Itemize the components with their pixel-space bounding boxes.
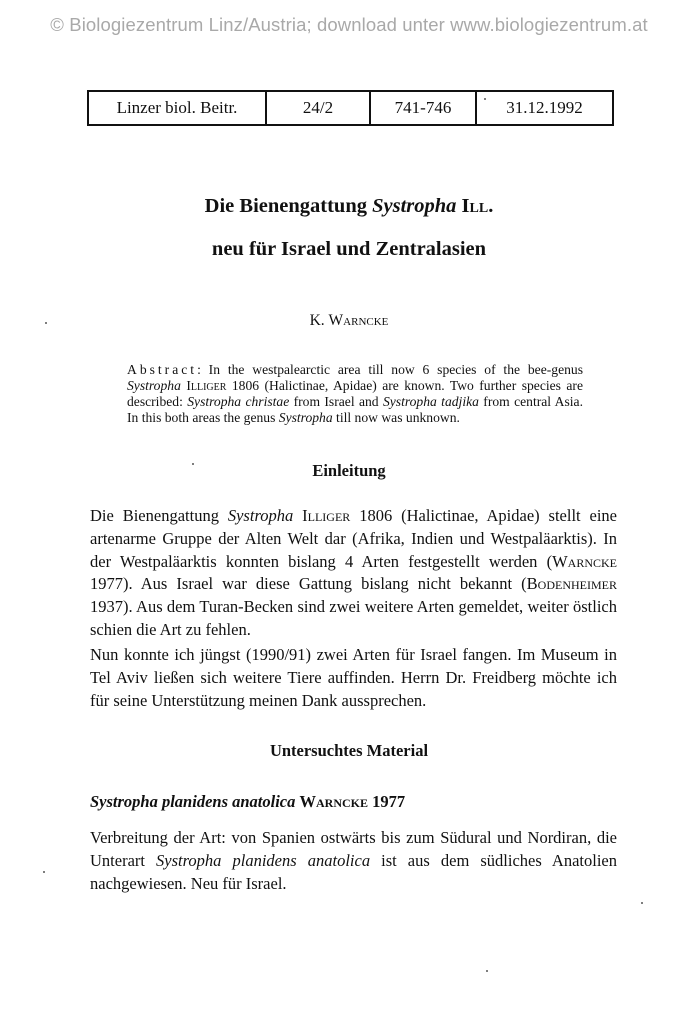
- abstract-text: from central Asia. In this both areas the genus: [127, 394, 583, 425]
- abstract-species-a: Systropha christae: [187, 394, 290, 409]
- scan-speck: [43, 871, 45, 873]
- abstract-text: till now was unknown.: [332, 410, 460, 425]
- title-genus: Systropha: [372, 195, 457, 217]
- species-name: Systropha planidens anatolica: [90, 792, 296, 811]
- section-heading-material: Untersuchtes Material: [269, 741, 429, 760]
- abstract-genus: Systropha: [127, 378, 181, 393]
- paragraph-authority: Illiger: [302, 506, 351, 525]
- scan-speck: [45, 322, 47, 324]
- species-year: 1977: [368, 792, 406, 811]
- scan-speck: [641, 902, 643, 904]
- abstract-genus: Systropha: [278, 410, 333, 425]
- abstract-label: Abstract: [127, 362, 198, 377]
- journal-name: Linzer biol. Beitr.: [89, 92, 267, 124]
- paragraph-space: [293, 506, 302, 525]
- journal-date: 31.12.1992: [506, 98, 583, 117]
- paragraph-introduction-1: [90, 505, 617, 642]
- section-heading-einleitung: Einleitung: [312, 461, 386, 480]
- paragraph-text: ist aus dem südliches Anatolien nachgewiesen. Neu für Israel.: [90, 850, 617, 893]
- paper-title-line-2: neu für Israel und Zentralasien: [211, 238, 487, 260]
- abstract-text: from Israel and: [289, 394, 383, 409]
- journal-pages: 741-746: [371, 92, 477, 124]
- species-authority: Warncke: [299, 792, 369, 811]
- paragraph-reference: Warncke: [552, 551, 617, 571]
- paragraph-reference: Bodenheimer: [526, 574, 617, 594]
- scan-speck: [484, 98, 486, 100]
- scan-speck: [192, 463, 194, 465]
- species-heading: [90, 792, 405, 812]
- title-author-abbrev: Ill.: [461, 195, 494, 217]
- paragraph-text: Verbreitung der Art: von Spanien ostwärts bis zum Südural und Nordiran, die Unterart: [90, 828, 617, 870]
- abstract-text: : In the westpalearctic area till now 6 species of the bee-genus: [197, 362, 583, 377]
- paragraph-genus: Systropha: [227, 506, 294, 525]
- abstract-text: 1806 (Halictinae, Apidae) are known. Two further species are described:: [127, 378, 583, 409]
- author-initial: K.: [309, 312, 329, 329]
- paragraph-text: 1806 (Halictinae, Apidae) stellt eine artenarme Gruppe der Alten Welt dar (Afrika, Indien und Westpaläarktis). In der Westpaläarktis konnten bislang 4 Arten festgestellt werden (: [90, 506, 618, 571]
- abstract: [127, 362, 583, 426]
- title-prefix: Die Bienengattung: [204, 195, 373, 217]
- paragraph-introduction-2: Nun konnte ich jüngst (1990/91) zwei Arten für Israel fangen. Im Museum in Tel Aviv ließen sich weitere Tiere auffinden. Herrn Dr. Freidberg möchte ich für seine Unterstützung meinen Dank aussprechen.: [90, 645, 617, 710]
- journal-volume: 24/2: [267, 92, 371, 124]
- watermark: © Biologiezentrum Linz/Austria; download unter www.biologiezentrum.at: [50, 14, 648, 35]
- abstract-species-b: Systropha tadjika: [382, 394, 479, 409]
- paragraph-text: 1977). Aus Israel war diese Gattung bislang nicht bekannt (: [90, 574, 527, 594]
- paragraph-text: Die Bienengattung: [90, 506, 228, 525]
- scan-speck: [486, 970, 488, 972]
- paragraph-species: Systropha planidens anatolica: [156, 850, 371, 870]
- abstract-authority: Illiger: [186, 378, 227, 393]
- author-surname: Warncke: [328, 312, 389, 329]
- paragraph-text: 1937). Aus dem Turan-Becken sind zwei weitere Arten gemeldet, weiter östlich schien die Art zu fehlen.: [90, 597, 617, 639]
- journal-citation-box: [87, 90, 614, 126]
- paper-author: [0, 312, 698, 330]
- paper-title-line-1: [0, 195, 698, 218]
- paragraph-distribution: [90, 827, 617, 895]
